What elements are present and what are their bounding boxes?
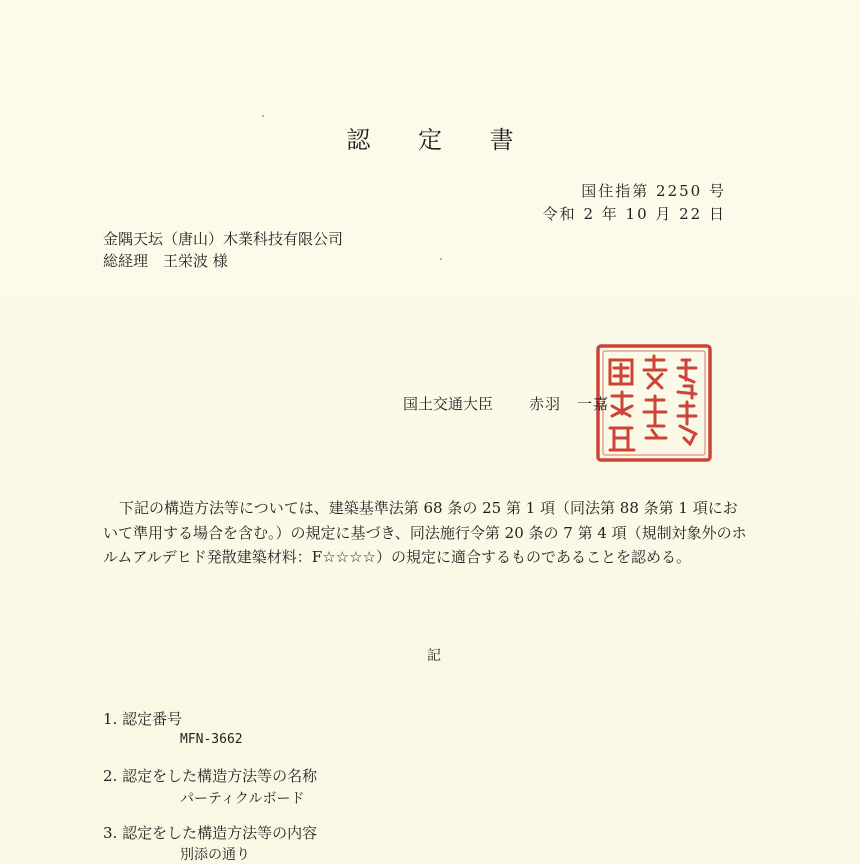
item-label: 2. 認定をした構造方法等の名称 [103, 767, 318, 785]
item-value: MFN-3662 [180, 732, 243, 747]
item-label: 1. 認定番号 [103, 710, 183, 728]
recipient-organization: 金隅天坛（唐山）木業科技有限公司 [103, 230, 344, 248]
official-seal-icon [594, 342, 714, 464]
document-title: 認 定 書 [346, 126, 534, 154]
paper-speck [440, 258, 442, 260]
certification-body-text: 下記の構造方法等については、建築基準法第 68 条の 25 第 1 項（同法第 88 条第 1 項において準用する場合を含む。）の規定に基づき、同法施行令第 20 条の 7 第 4 項（規制対象外のホルムアルデヒド発散建築材料：F☆☆☆☆）の規定に適合するものであることを認める。 [103, 499, 747, 566]
issue-date: 令和 2 年 10 月 22 日 [542, 205, 726, 223]
item-label: 3. 認定をした構造方法等の内容 [103, 824, 318, 842]
recipient-name: 総経理 王栄波 様 [103, 252, 228, 270]
ki-heading: 記 [427, 648, 441, 664]
paper-speck [262, 115, 264, 117]
item-value: パーティクルボード [180, 791, 305, 807]
issuer-office: 国土交通大臣 [403, 395, 494, 413]
reference-number: 国住指第 2250 号 [581, 182, 726, 200]
item-value: 別添の通り [180, 847, 250, 863]
issuer-name: 赤羽 一嘉 [529, 395, 610, 413]
